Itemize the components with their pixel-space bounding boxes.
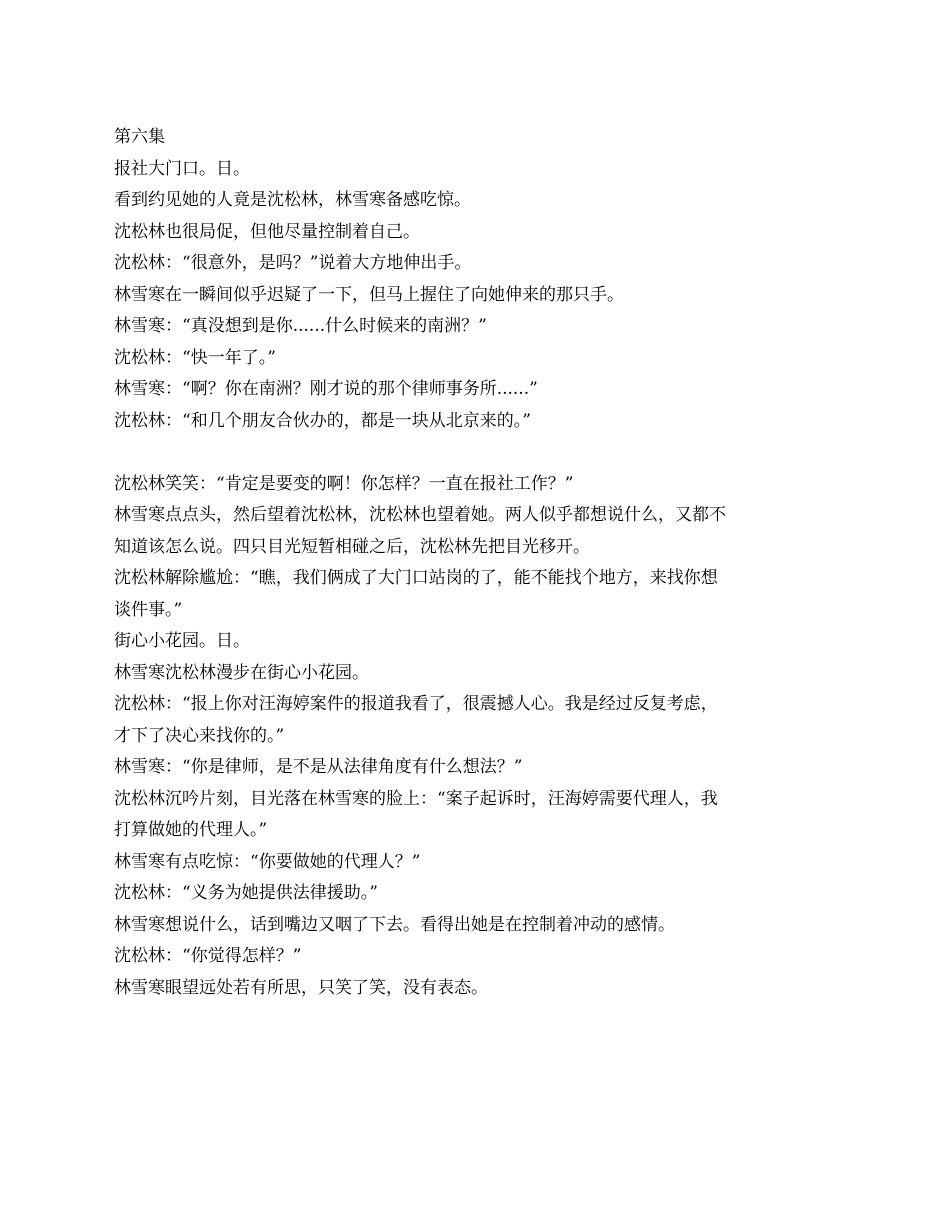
dialogue-line: 沈松林解除尴尬：“瞧，我们俩成了大门口站岗的了，能不能找个地方，来找你想 (114, 568, 718, 588)
paragraph: 林雪寒在一瞬间似乎迟疑了一下，但马上握住了向她伸来的那只手。 (114, 284, 624, 305)
paragraph: 看到约见她的人竟是沈松林，林雪寒备感吃惊。 (114, 190, 471, 210)
paragraph: 知道该怎么说。四只目光短暂相碰之后，沈松林先把目光移开。 (114, 536, 590, 557)
episode-title: 第六集 (114, 127, 165, 147)
dialogue-line: 沈松林：“义务为她提供法律援助。” (114, 883, 378, 903)
dialogue-line: 林雪寒有点吃惊：“你要做她的代理人？” (114, 851, 421, 872)
dialogue-line: 沈松林：“报上你对汪海婷案件的报道我看了，很震撼人心。我是经过反复考虑， (114, 694, 718, 714)
scene-heading: 报社大门口。日。 (114, 158, 250, 179)
script-text (114, 122, 804, 1004)
dialogue-line: 林雪寒：“你是律师，是不是从法律角度有什么想法？” (114, 757, 523, 777)
scene-heading: 街心小花园。日。 (114, 631, 250, 651)
dialogue-line: 沈松林笑笑：“肯定是要变的啊！你怎样？一直在报社工作？” (114, 473, 574, 494)
paragraph: 沈松林也很局促，但他尽量控制着自己。 (114, 221, 420, 242)
dialogue-line: 才下了决心来找你的。” (114, 725, 285, 746)
dialogue-line: 林雪寒：“啊？你在南洲？刚才说的那个律师事务所......” (114, 379, 538, 399)
dialogue-line: 沈松林：“快一年了。” (114, 347, 276, 368)
paragraph-gap (114, 437, 804, 469)
dialogue-line: 林雪寒：“真没想到是你......什么时候来的南洲？” (114, 316, 487, 336)
dialogue-line: 打算做她的代理人。” (114, 820, 268, 840)
dialogue-line: 沈松林：“你觉得怎样？” (114, 946, 302, 966)
dialogue-line: 谈件事。” (114, 599, 183, 620)
paragraph: 林雪寒眼望远处若有所思，只笑了笑，没有表态。 (114, 977, 488, 998)
dialogue-line: 沈松林：“很意外，是吗？”说着大方地伸出手。 (114, 253, 472, 273)
paragraph: 林雪寒点点头，然后望着沈松林，沈松林也望着她。两人似乎都想说什么，又都不 (114, 505, 726, 525)
paragraph: 林雪寒想说什么，话到嘴边又咽了下去。看得出她是在控制着冲动的感情。 (114, 914, 675, 935)
paragraph: 林雪寒沈松林漫步在街心小花园。 (114, 662, 369, 683)
dialogue-line: 沈松林沉吟片刻，目光落在林雪寒的脸上：“案子起诉时，汪海婷需要代理人，我 (114, 788, 718, 809)
dialogue-line: 沈松林：“和几个朋友合伙办的，都是一块从北京来的。” (114, 410, 531, 431)
